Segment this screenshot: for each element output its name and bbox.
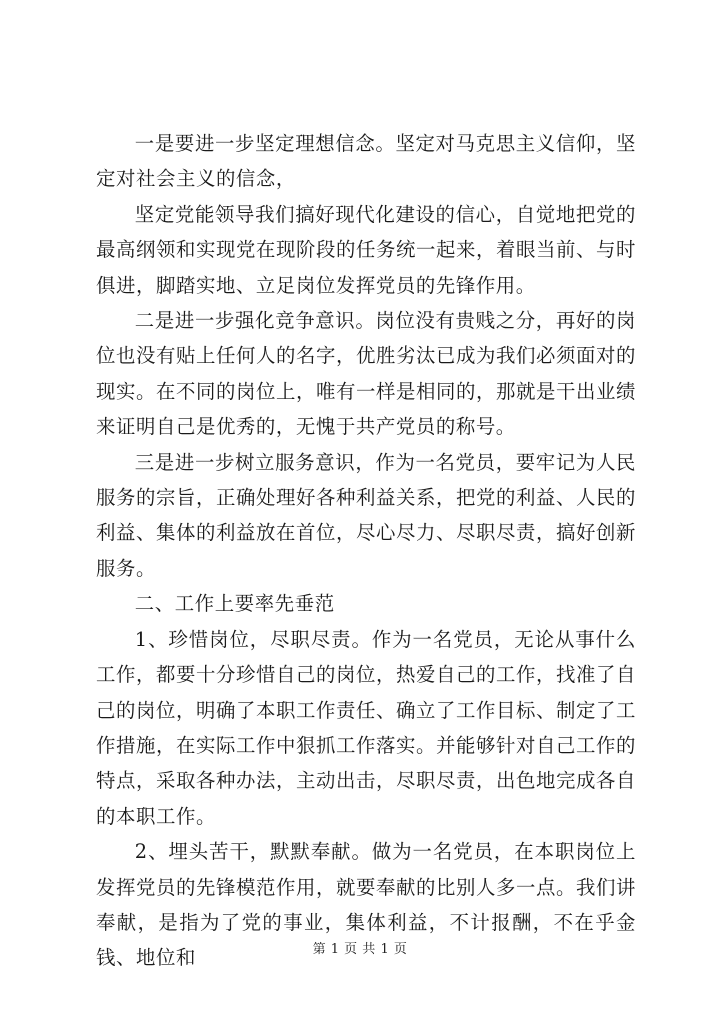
paragraph-competition: 二是进一步强化竞争意识。岗位没有贵贱之分，再好的岗位也没有贴上任何人的名字，优胜劣汰已成为我们必须面对的现实。在不同的岗位上，唯有一样是相同的，那就是干出业绩来证明自己是优秀的，无愧于共产党员的称号。 (96, 309, 636, 439)
paragraph-cherish-post: 1、珍惜岗位，尽职尽责。作为一名党员，无论从事什么工作，都要十分珍惜自己的岗位，热爱自己的工作，找准了自己的岗位，明确了本职工作责任、确立了工作目标、制定了工作措施，在实际工作中狠抓工作落实。并能够针对自己工作的特点，采取各种办法，主动出击，尽职尽责，出色地完成各自的本职工作。 (96, 627, 636, 828)
paragraph-ideals: 一是要进一步坚定理想信念。坚定对马克思主义信仰，坚定对社会主义的信念， (96, 132, 636, 191)
paragraph-service: 三是进一步树立服务意识，作为一名党员，要牢记为人民服务的宗旨，正确处理好各种利益关系，把党的利益、人民的利益、集体的利益放在首位，尽心尽力、尽职尽责，搞好创新服务。 (96, 450, 636, 580)
section-heading-work: 二、工作上要率先垂范 (134, 592, 335, 616)
paragraph-dedication: 2、埋头苦干，默默奉献。做为一名党员，在本职岗位上发挥党员的先锋模范作用，就要奉献的比别人多一点。我们讲奉献，是指为了党的事业，集体利益，不计报酬，不在乎金钱、地位和 (96, 840, 636, 970)
page-footer: 第 1 页 共 1 页 (312, 942, 408, 957)
document-body (96, 126, 636, 976)
paragraph-confidence: 坚定党能领导我们搞好现代化建设的信心，自觉地把党的最高纲领和实现党在现阶段的任务统一起来，着眼当前、与时俱进，脚踏实地、立足岗位发挥党员的先锋作用。 (96, 202, 636, 297)
